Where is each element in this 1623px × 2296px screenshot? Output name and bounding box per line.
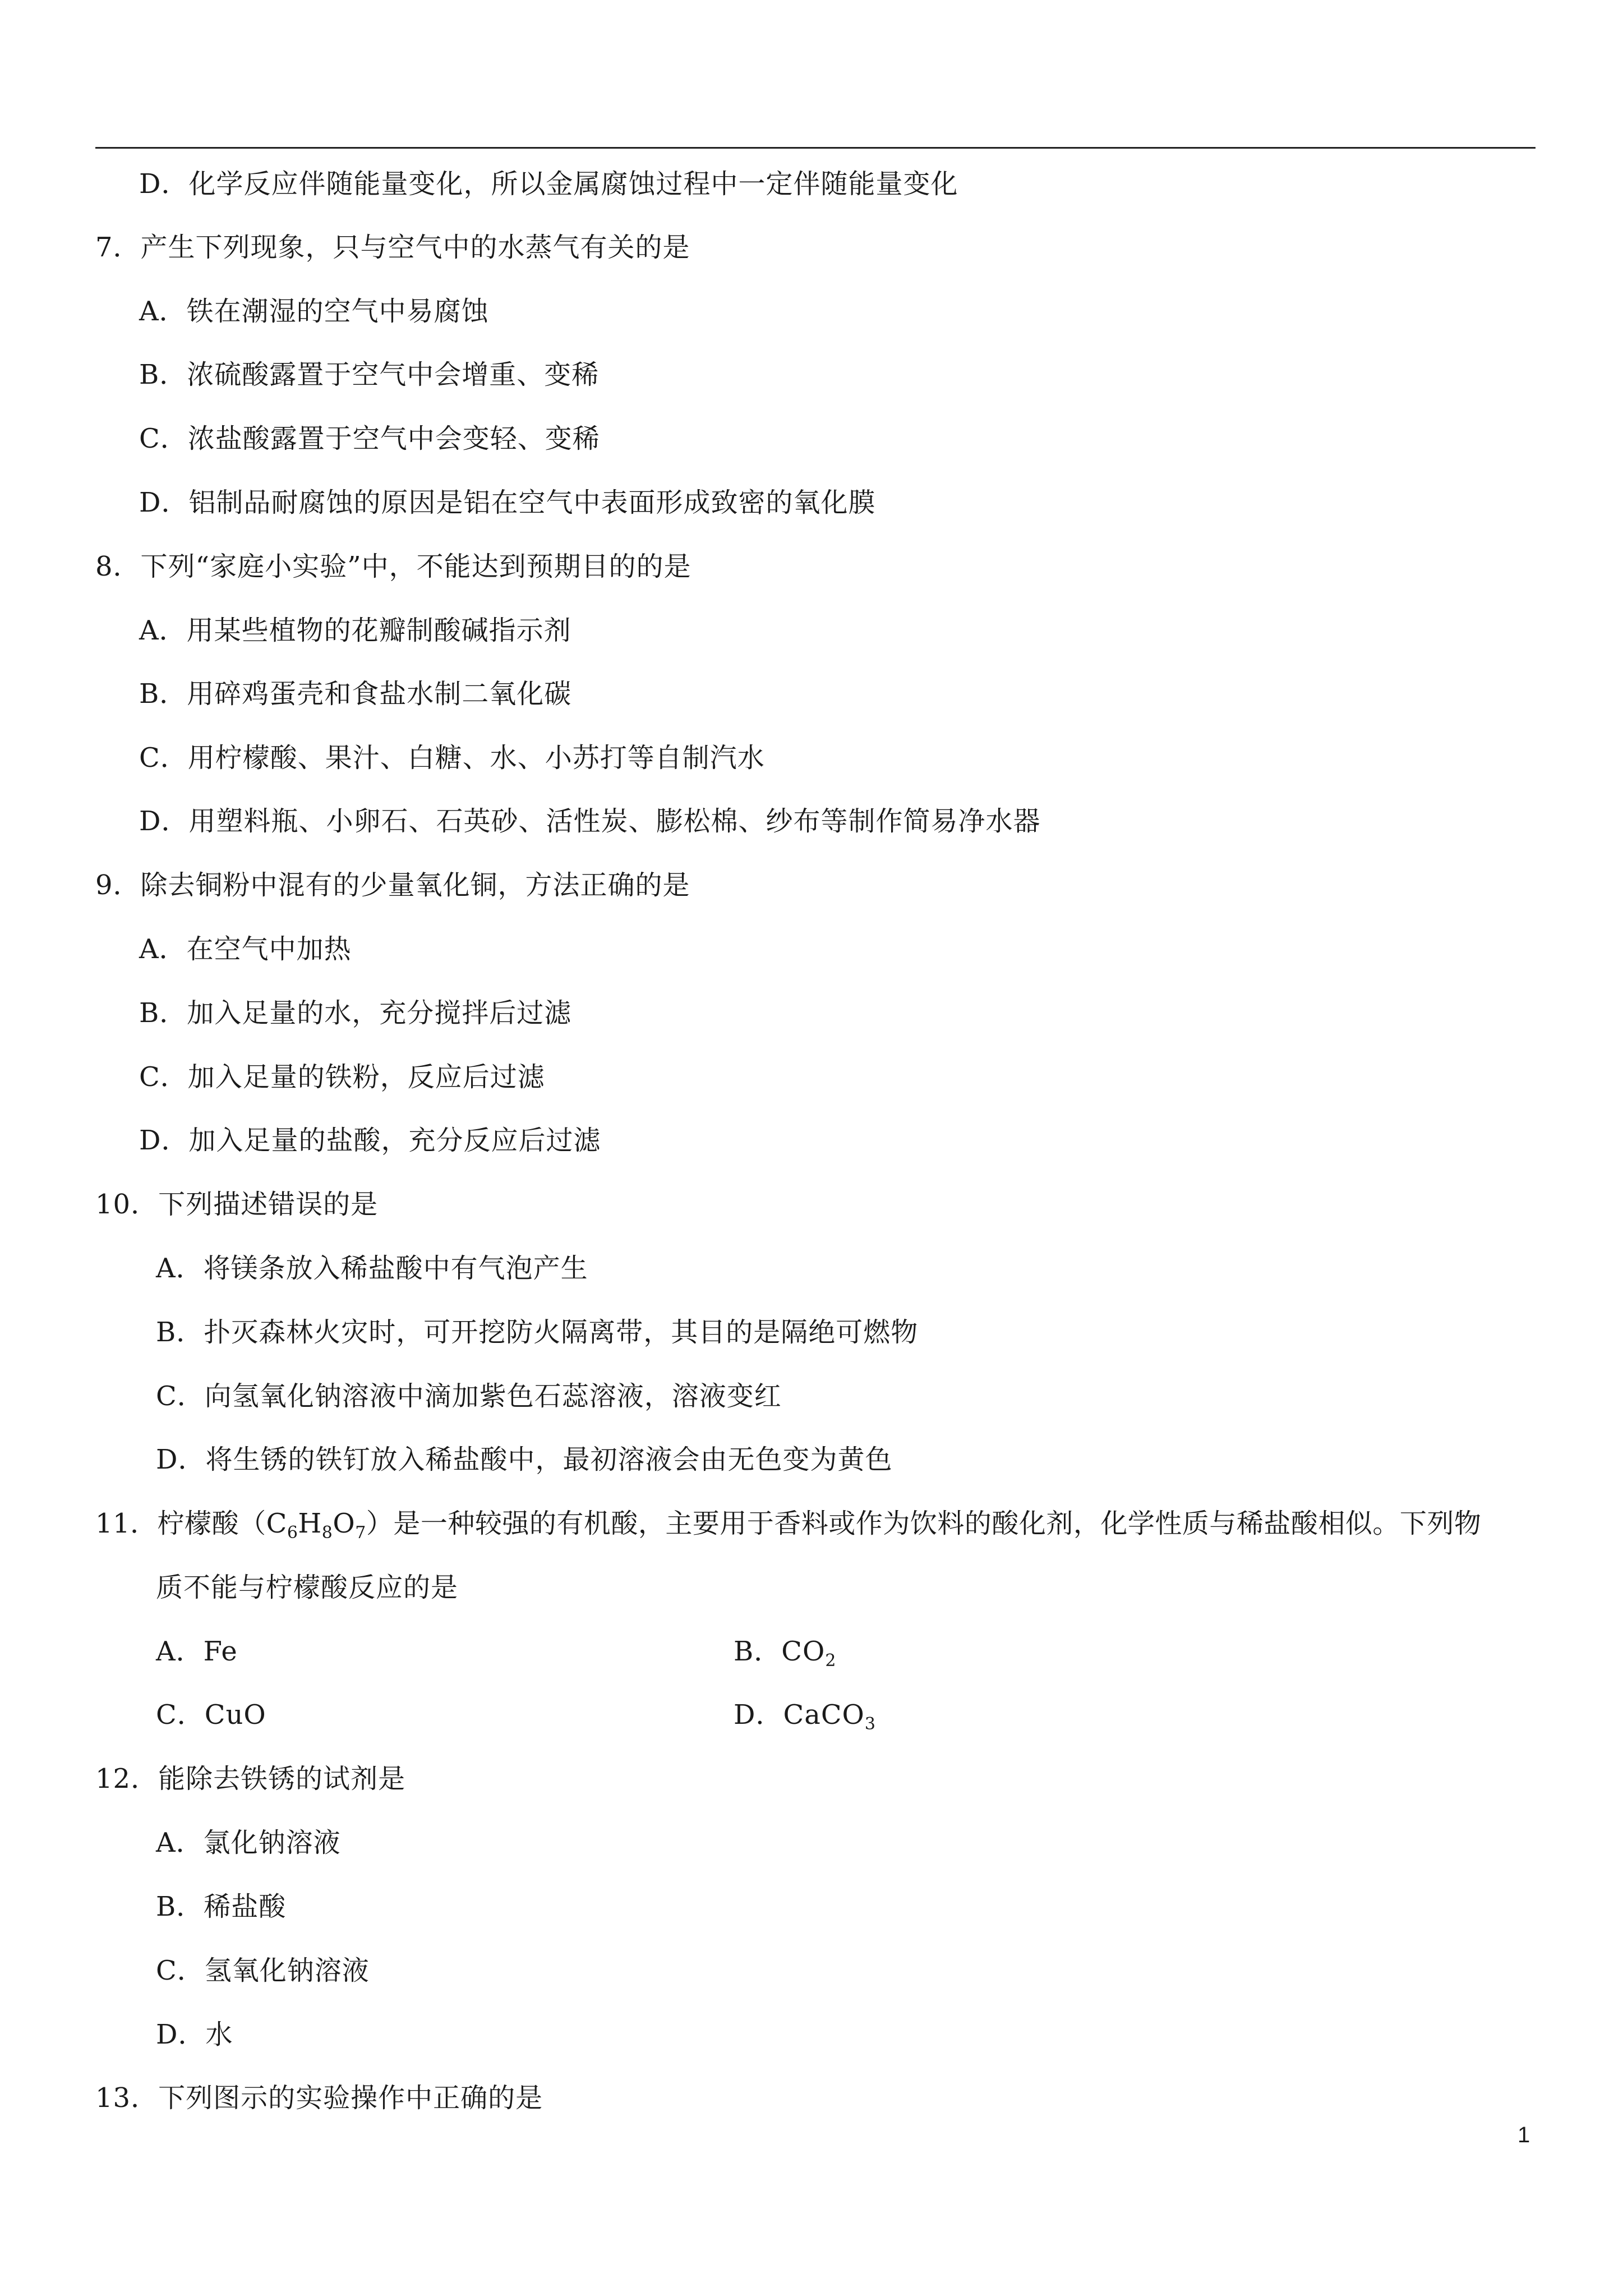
q11-stem-suffix: ）是一种较强的有机酸，主要用于香料或作为饮料的酸化剂，化学性质与稀盐酸相似。下列物 bbox=[366, 1508, 1482, 1539]
q11-o: O bbox=[333, 1508, 356, 1539]
q11-option-d-text: D．CaCO bbox=[734, 1699, 865, 1731]
q6-option-d: D．化学反应伴随能量变化，所以金属腐蚀过程中一定伴随能量变化 bbox=[139, 168, 958, 200]
q11-stem-line2: 质不能与柠檬酸反应的是 bbox=[156, 1572, 459, 1603]
q8-option-d: D．用塑料瓶、小卵石、石英砂、活性炭、膨松棉、纱布等制作简易净水器 bbox=[139, 806, 1041, 837]
q9-option-c: C．加入足量的铁粉，反应后过滤 bbox=[139, 1061, 545, 1093]
q11-option-c: C．CuO bbox=[156, 1699, 266, 1731]
q9-option-d: D．加入足量的盐酸，充分反应后过滤 bbox=[139, 1125, 601, 1156]
q9-option-a: A．在空气中加热 bbox=[139, 933, 352, 965]
q8-option-a: A．用某些植物的花瓣制酸碱指示剂 bbox=[139, 615, 571, 646]
q7-option-c: C．浓盐酸露置于空气中会变轻、变稀 bbox=[139, 423, 600, 454]
q7-option-b: B．浓硫酸露置于空气中会增重、变稀 bbox=[139, 359, 600, 390]
q11-sub-o: 7 bbox=[355, 1523, 366, 1543]
q10-stem: 10．下列描述错误的是 bbox=[95, 1189, 379, 1220]
q8-option-b: B．用碎鸡蛋壳和食盐水制二氧化碳 bbox=[139, 678, 572, 710]
q13-stem: 13．下列图示的实验操作中正确的是 bbox=[95, 2082, 543, 2114]
q10-option-a: A．将镁条放入稀盐酸中有气泡产生 bbox=[156, 1253, 588, 1284]
q10-option-b: B．扑灭森林火灾时，可开挖防火隔离带，其目的是隔绝可燃物 bbox=[156, 1317, 919, 1348]
q10-option-d: D．将生锈的铁钉放入稀盐酸中，最初溶液会由无色变为黄色 bbox=[156, 1444, 893, 1475]
q12-option-b: B．稀盐酸 bbox=[156, 1891, 287, 1922]
q8-option-c: C．用柠檬酸、果汁、白糖、水、小苏打等自制汽水 bbox=[139, 742, 765, 774]
q9-option-b: B．加入足量的水，充分搅拌后过滤 bbox=[139, 997, 572, 1029]
q11-sub-c: 6 bbox=[287, 1523, 298, 1543]
q12-option-d: D．水 bbox=[156, 2019, 233, 2050]
q11-option-d-sub: 3 bbox=[864, 1714, 877, 1734]
q11-option-b-text: B．CO bbox=[734, 1636, 826, 1667]
q7-stem: 7．产生下列现象，只与空气中的水蒸气有关的是 bbox=[95, 232, 690, 263]
q11-option-b-sub: 2 bbox=[825, 1651, 837, 1671]
q7-option-d: D．铝制品耐腐蚀的原因是铝在空气中表面形成致密的氧化膜 bbox=[139, 487, 876, 518]
page-number: 1 bbox=[1518, 2123, 1530, 2147]
q7-option-a: A．铁在潮湿的空气中易腐蚀 bbox=[139, 296, 489, 327]
q11-stem bbox=[95, 1507, 1482, 1543]
q12-option-c: C．氢氧化钠溶液 bbox=[156, 1955, 370, 1986]
q11-option-a: A．Fe bbox=[156, 1636, 238, 1667]
q12-stem: 12．能除去铁锈的试剂是 bbox=[95, 1763, 406, 1795]
header-rule bbox=[95, 147, 1536, 149]
q11-option-d bbox=[734, 1698, 876, 1732]
q11-h: H bbox=[298, 1508, 322, 1539]
q12-option-a: A．氯化钠溶液 bbox=[156, 1827, 341, 1858]
q11-sub-h: 8 bbox=[321, 1523, 333, 1543]
q9-stem: 9．除去铜粉中混有的少量氧化铜，方法正确的是 bbox=[95, 869, 690, 901]
q10-option-c: C．向氢氧化钠溶液中滴加紫色石蕊溶液，溶液变红 bbox=[156, 1381, 782, 1412]
q8-stem: 8．下列“家庭小实验”中，不能达到预期目的的是 bbox=[95, 551, 691, 582]
q11-option-b bbox=[734, 1635, 837, 1671]
q11-stem-prefix: 11．柠檬酸（C bbox=[95, 1508, 287, 1539]
